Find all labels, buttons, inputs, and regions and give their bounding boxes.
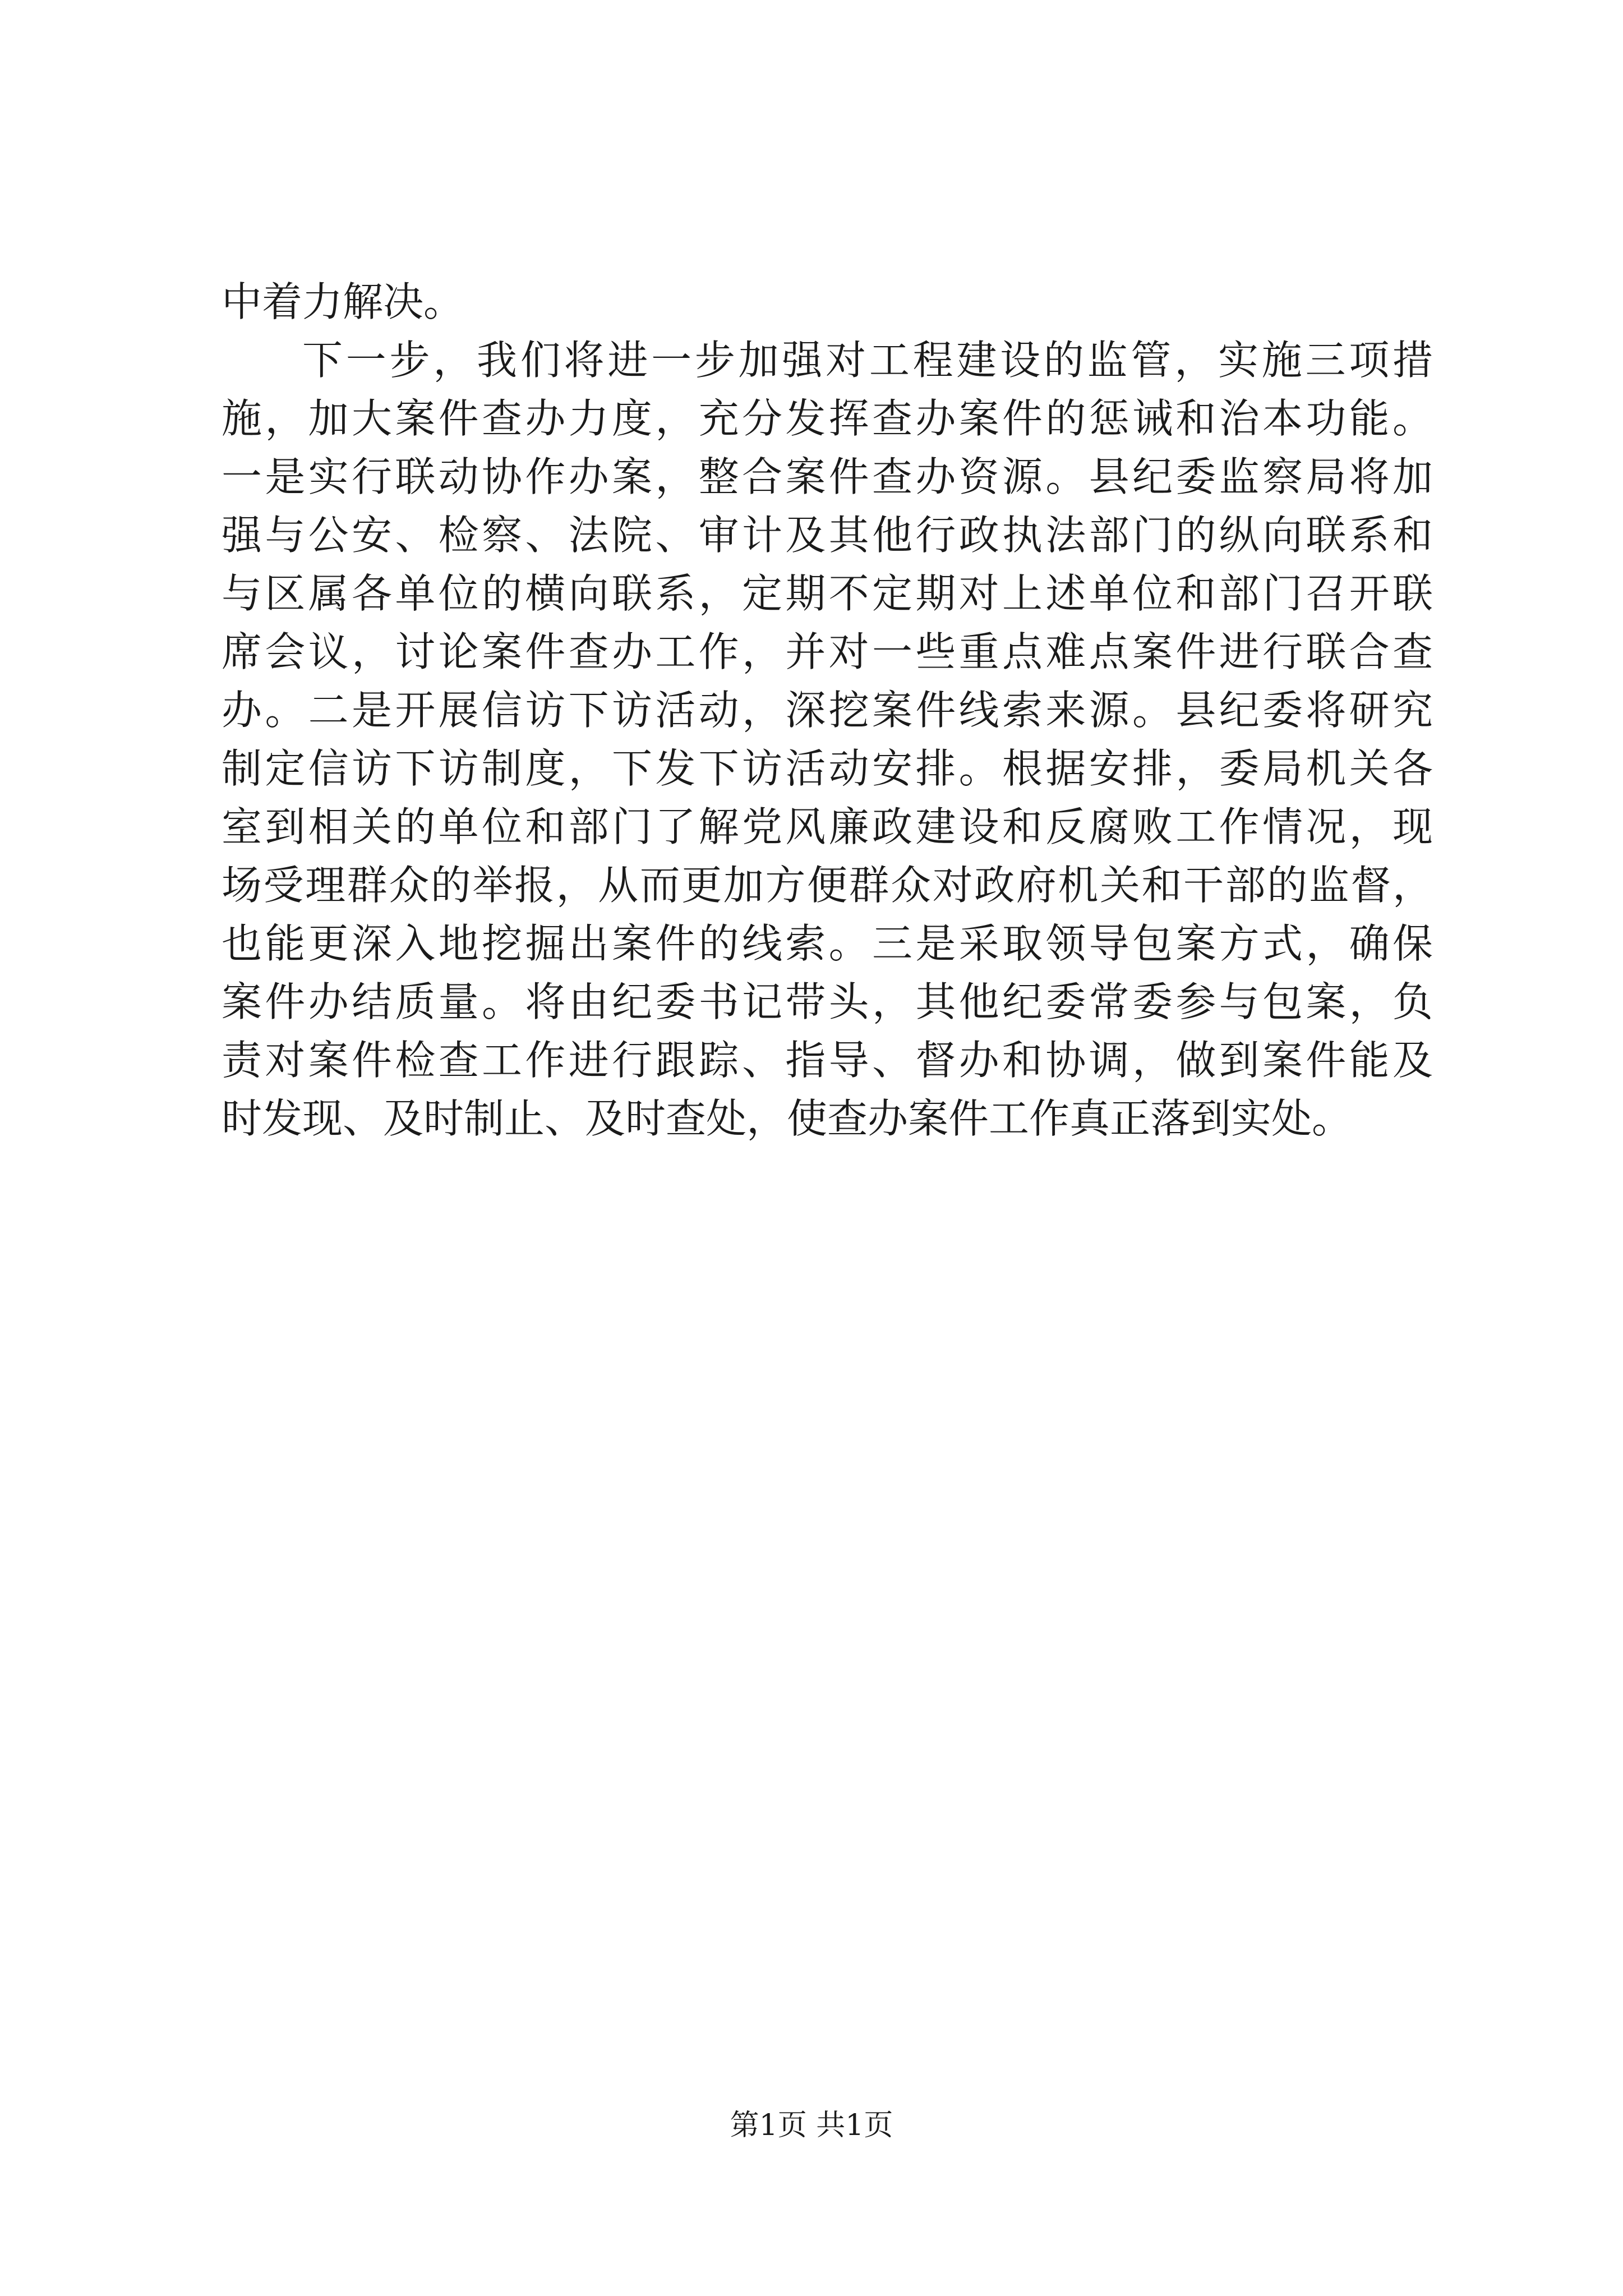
paragraph-line: 案件办结质量。将由纪委书记带头，其他纪委常委参与包案，负 xyxy=(222,978,1433,1025)
page-footer: 第1页 共1页 xyxy=(730,2109,893,2142)
paragraph-line: 席会议，讨论案件查办工作，并对一些重点难点案件进行联合查 xyxy=(222,628,1433,675)
paragraph-line: 室到相关的单位和部门了解党风廉政建设和反腐败工作情况，现 xyxy=(222,803,1433,850)
paragraph-line: 下一步，我们将进一步加强对工程建设的监管，实施三项措 xyxy=(302,337,1433,384)
paragraph-line: 一是实行联动协作办案，整合案件查办资源。县纪委监察局将加 xyxy=(222,453,1433,500)
paragraph-line: 施，加大案件查办力度，充分发挥查办案件的惩诫和治本功能。 xyxy=(222,395,1433,442)
paragraph-line: 责对案件检查工作进行跟踪、指导、督办和协调，做到案件能及 xyxy=(222,1037,1433,1084)
paragraph-line: 中着力解决。 xyxy=(222,278,464,325)
paragraph-line: 与区属各单位的横向联系，定期不定期对上述单位和部门召开联 xyxy=(222,570,1433,617)
body-text xyxy=(222,273,1433,1148)
paragraph-line: 也能更深入地挖掘出案件的线索。三是采取领导包案方式，确保 xyxy=(222,920,1433,967)
paragraph-line: 制定信访下访制度，下发下访活动安排。根据安排，委局机关各 xyxy=(222,745,1433,792)
paragraph-line: 时发现、及时制止、及时查处，使查办案件工作真正落到实处。 xyxy=(222,1095,1353,1142)
paragraph-line: 办。二是开展信访下访活动，深挖案件线索来源。县纪委将研究 xyxy=(222,687,1433,734)
paragraph-line: 场受理群众的举报，从而更加方便群众对政府机关和干部的监督， xyxy=(222,862,1433,909)
paragraph-line: 强与公安、检察、法院、审计及其他行政执法部门的纵向联系和 xyxy=(222,512,1433,559)
